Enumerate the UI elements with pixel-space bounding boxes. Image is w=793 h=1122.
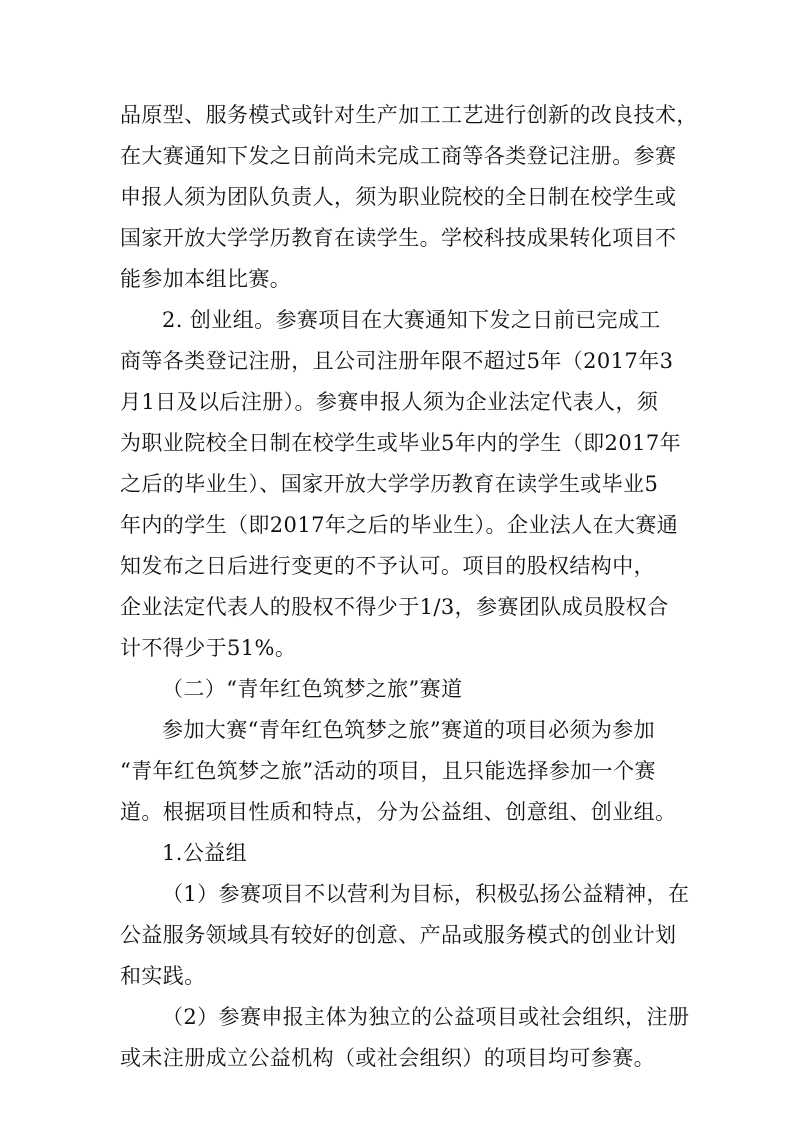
text-line-21: 公益服务领域具有较好的创意、产品或服务模式的创业计划 <box>120 923 677 947</box>
text-line-7: 商等各类登记注册，且公司注册年限不超过5年（2017年3 <box>120 349 674 373</box>
text-line-20: （1）参赛项目不以营利为目标，积极弘扬公益精神，在 <box>162 882 690 906</box>
text-line-24: 或未注册成立公益机构（或社会组织）的项目均可参赛。 <box>120 1046 655 1070</box>
text-line-22: 和实践。 <box>120 964 206 988</box>
text-line-13: 企业法定代表人的股权不得少于1/3，参赛团队成员股权合 <box>120 595 669 619</box>
text-line-14: 计不得少于51%。 <box>120 636 297 660</box>
text-line-12: 知发布之日后进行变更的不予认可。项目的股权结构中， <box>120 554 655 578</box>
section-heading: （二）“青年红色筑梦之旅”赛道 <box>162 677 463 701</box>
text-line-11: 年内的学生（即2017年之后的毕业生）。企业法人在大赛通 <box>120 513 679 537</box>
text-line-8: 月1日及以后注册）。参赛申报人须为企业法定代表人，须 <box>120 390 659 414</box>
text-line-10: 之后的毕业生）、国家开放大学学历教育在读学生或毕业5 <box>120 472 659 496</box>
text-line-16: 参加大赛“青年红色筑梦之旅”赛道的项目必须为参加 <box>162 718 656 742</box>
text-line-2: 在大赛通知下发之日前尚未完成工商等各类登记注册。参赛 <box>120 144 677 168</box>
text-line-23: （2）参赛申报主体为独立的公益项目或社会组织，注册 <box>162 1005 690 1029</box>
text-line-4: 国家开放大学学历教育在读学生。学校科技成果转化项目不 <box>120 226 677 250</box>
text-line-1: 品原型、服务模式或针对生产加工工艺进行创新的改良技术， <box>120 103 698 127</box>
text-line-3: 申报人须为团队负责人，须为职业院校的全日制在校学生或 <box>120 185 677 209</box>
paragraph-start-2: 2. 创业组。参赛项目在大赛通知下发之日前已完成工 <box>162 308 661 332</box>
text-line-18: 道。根据项目性质和特点，分为公益组、创意组、创业组。 <box>120 800 677 824</box>
text-line-5: 能参加本组比赛。 <box>120 267 292 291</box>
text-line-17: “青年红色筑梦之旅”活动的项目，且只能选择参加一个赛 <box>120 759 656 783</box>
subheading-public-welfare: 1.公益组 <box>162 841 248 865</box>
text-line-9: 为职业院校全日制在校学生或毕业5年内的学生（即2017年 <box>120 431 682 455</box>
